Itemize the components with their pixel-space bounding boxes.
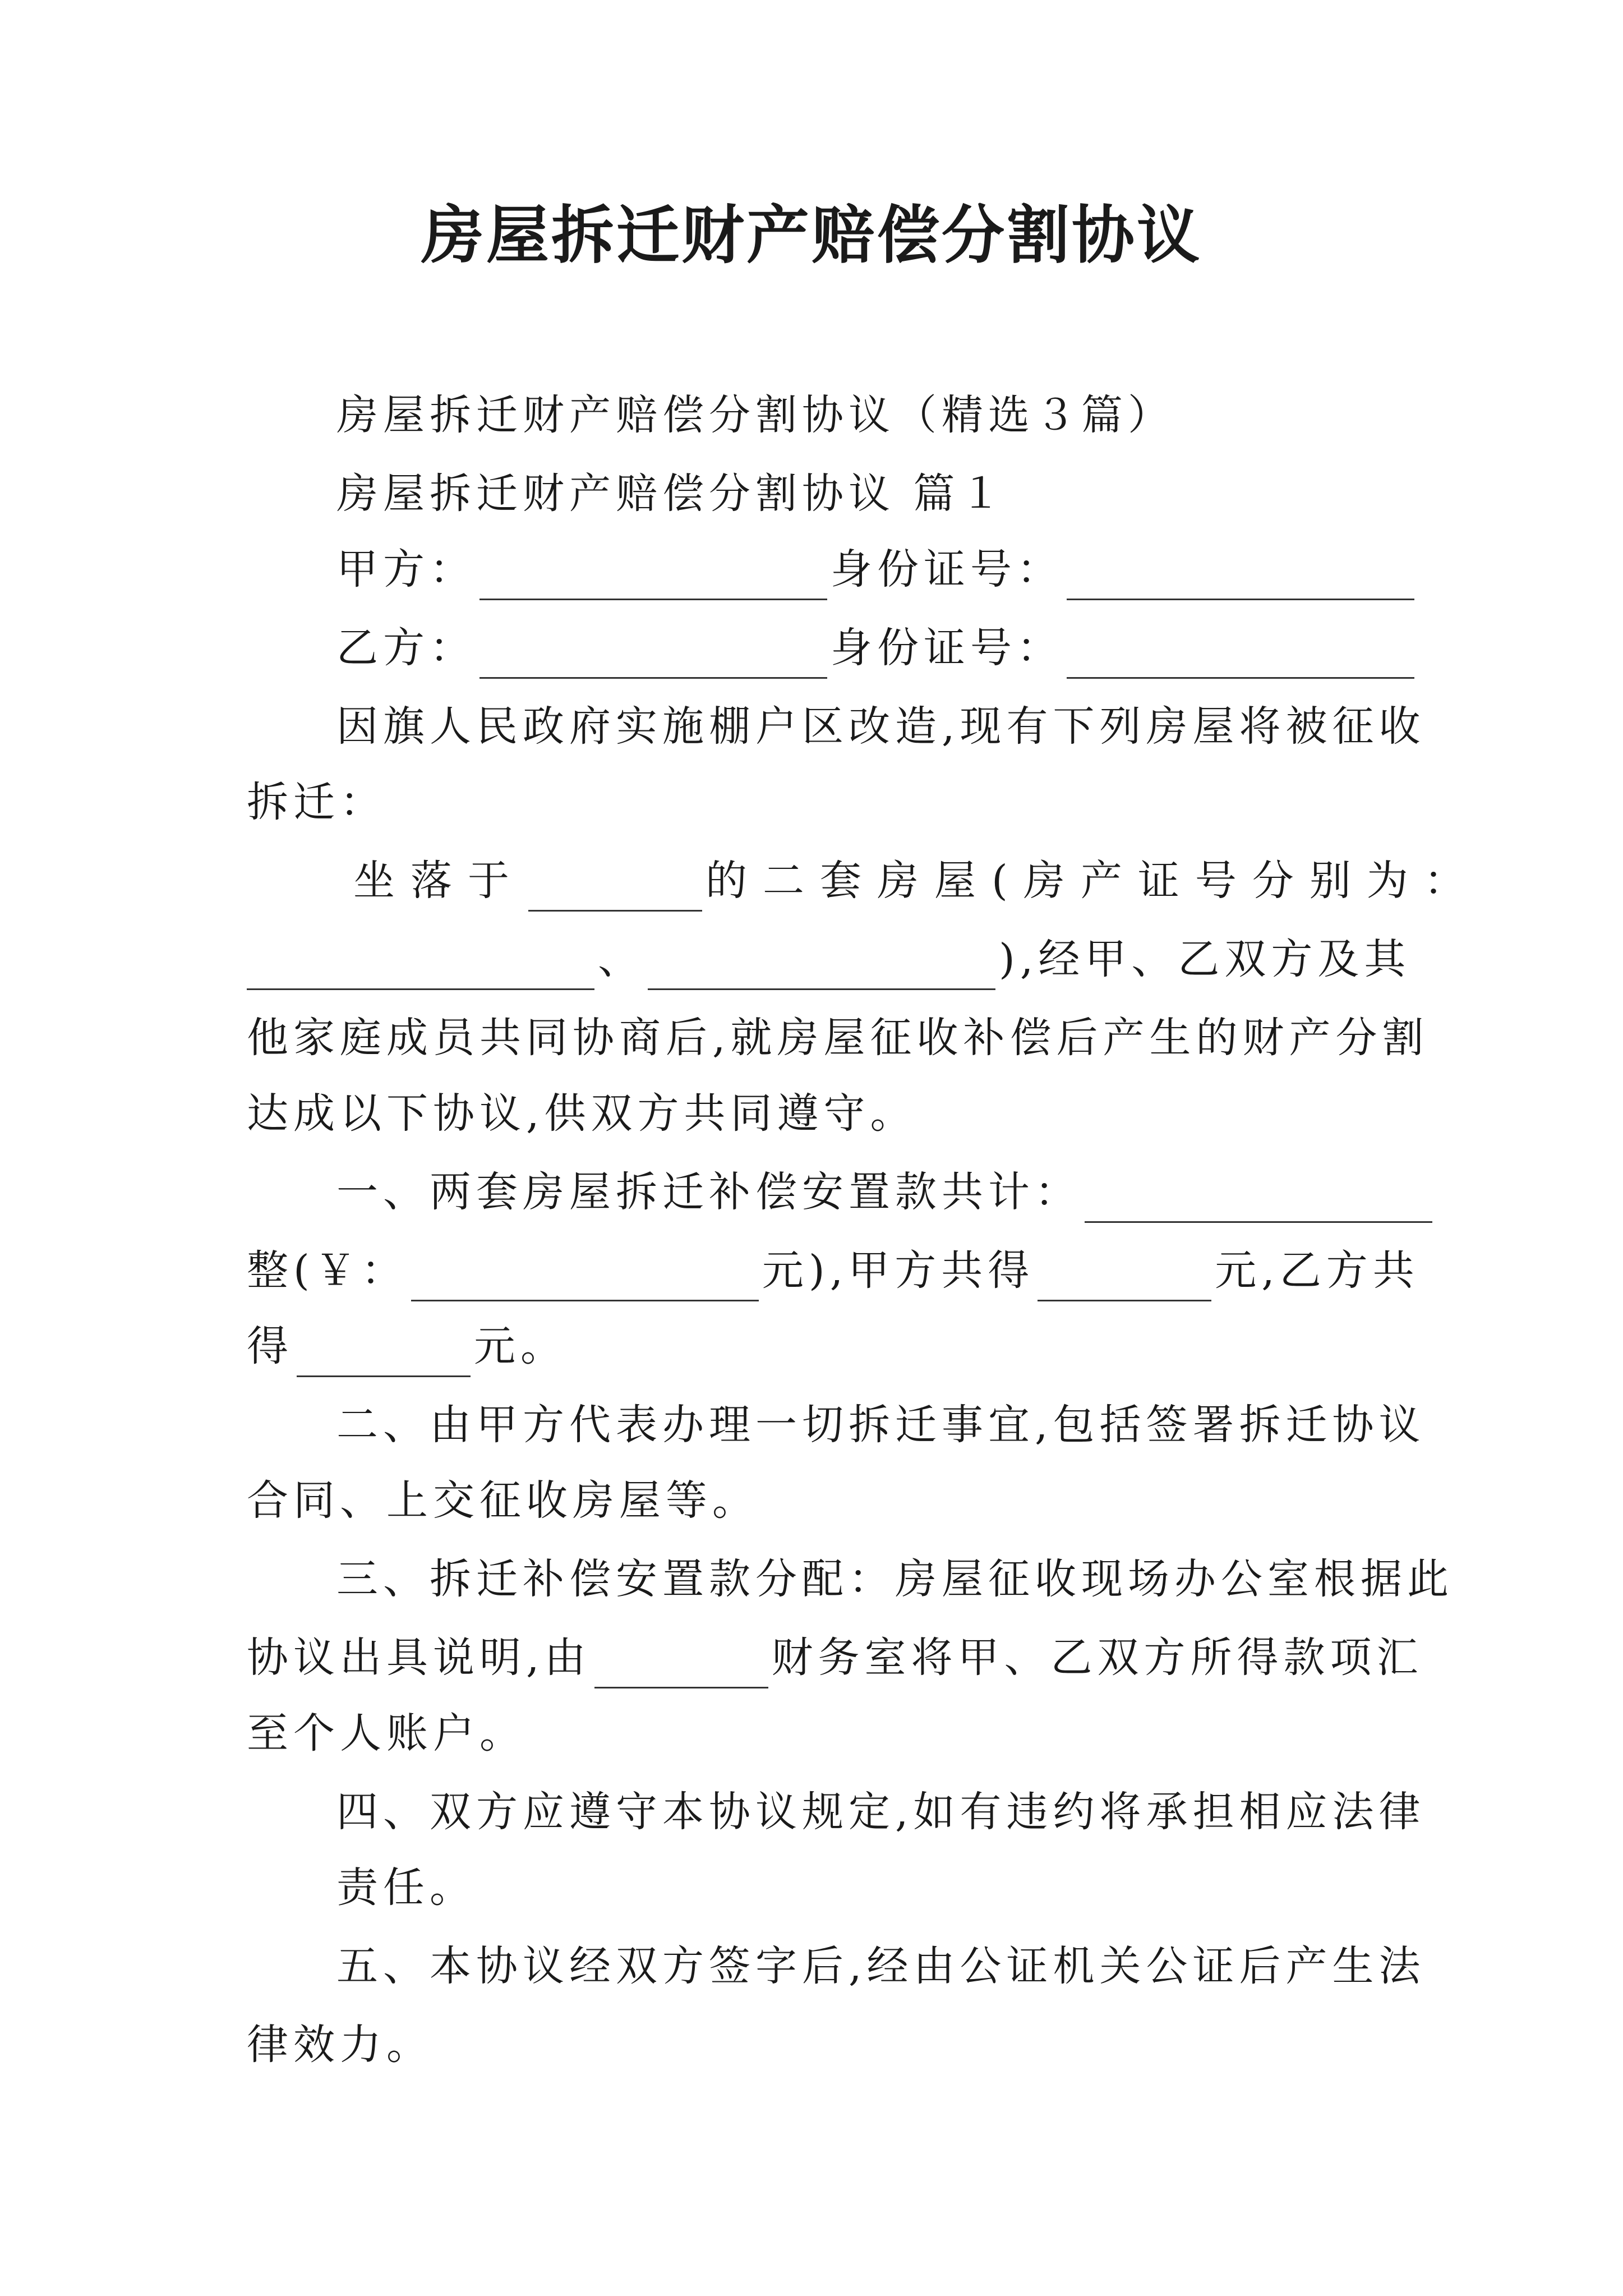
clause-5-line-1: 五、本协议经双方签字后,经由公证机关公证后产生法 [336, 1942, 1426, 1990]
total-amount-blank[interactable] [1085, 1176, 1432, 1223]
clause-1-line-3 [247, 1315, 1385, 1377]
property-line-2 [247, 928, 1411, 990]
party-a-row [336, 539, 1385, 600]
party-b-id-blank[interactable] [1067, 632, 1414, 679]
property-tail: ),经甲、乙双方及其 [999, 935, 1411, 983]
clause-1-amount-prefix: 整(￥： [247, 1246, 408, 1295]
clause-3-line-3: 至个人账户。 [247, 1709, 526, 1757]
clause-5-line-2: 律效力。 [247, 2021, 433, 2069]
clause-2-line-2: 合同、上交征收房屋等。 [247, 1476, 759, 1525]
document-title: 房屋拆迁财产赔偿分割协议 [421, 199, 1202, 272]
property-cert-2-blank[interactable] [648, 944, 995, 990]
party-a-id-blank[interactable] [1067, 554, 1414, 600]
clause-3-line-2 [247, 1627, 1423, 1688]
property-line-1 [353, 850, 1481, 912]
party-b-amount-blank[interactable] [297, 1331, 471, 1377]
clause-3-line-1: 三、拆迁补偿安置款分配：房屋征收现场办公室根据此 [336, 1555, 1454, 1603]
clause-1-text: 一、两套房屋拆迁补偿安置款共计： [336, 1168, 1081, 1216]
clause-3-text-a: 协议出具说明,由 [247, 1634, 591, 1682]
finance-office-blank[interactable] [594, 1642, 768, 1688]
property-line-4: 达成以下协议,供双方共同遵守。 [247, 1089, 917, 1138]
clause-4-line-1: 四、双方应遵守本协议规定,如有违约将承担相应法律 [336, 1788, 1426, 1836]
party-b-label: 乙方： [336, 624, 476, 672]
party-b-name-blank[interactable] [479, 632, 827, 679]
intro-line-2: 拆迁： [247, 778, 386, 826]
clause-4-line-2: 责任。 [336, 1864, 476, 1912]
clause-1-get-label: 得 [247, 1322, 293, 1370]
property-separator: 、 [598, 935, 644, 983]
intro-line-1: 因旗人民政府实施棚户区改造,现有下列房屋将被征收 [336, 702, 1426, 751]
party-b-row [336, 617, 1385, 679]
property-line-3: 他家庭成员共同协商后,就房屋征收补偿后产生的财产分割 [247, 1014, 1429, 1062]
clause-1-party-b-label: 元,乙方共 [1215, 1246, 1419, 1295]
party-a-name-blank[interactable] [479, 554, 827, 600]
property-suffix: 的二套房屋(房产证号分别为： [706, 857, 1481, 905]
document-subtitle: 房屋拆迁财产赔偿分割协议（精选３篇） [336, 391, 1174, 439]
clause-1-yuan: 元。 [474, 1322, 567, 1370]
clause-2-line-1: 二、由甲方代表办理一切拆迁事宜,包括签署拆迁协议 [336, 1401, 1426, 1449]
total-amount-figure-blank[interactable] [411, 1255, 759, 1301]
property-cert-1-blank[interactable] [247, 944, 594, 990]
section-heading: 房屋拆迁财产赔偿分割协议 篇１ [336, 470, 1007, 518]
party-a-id-label: 身份证号： [831, 545, 1063, 593]
clause-1-party-a-label: 元),甲方共得 [762, 1246, 1035, 1295]
property-prefix: 坐落于 [353, 857, 525, 905]
clause-1-line-1 [336, 1161, 1385, 1223]
party-b-id-label: 身份证号： [831, 624, 1063, 672]
property-location-blank[interactable] [528, 865, 702, 912]
party-a-amount-blank[interactable] [1038, 1255, 1211, 1301]
clause-3-text-b: 财务室将甲、乙双方所得款项汇 [771, 1634, 1423, 1682]
clause-1-line-2 [247, 1240, 1419, 1301]
party-a-label: 甲方： [336, 545, 476, 593]
